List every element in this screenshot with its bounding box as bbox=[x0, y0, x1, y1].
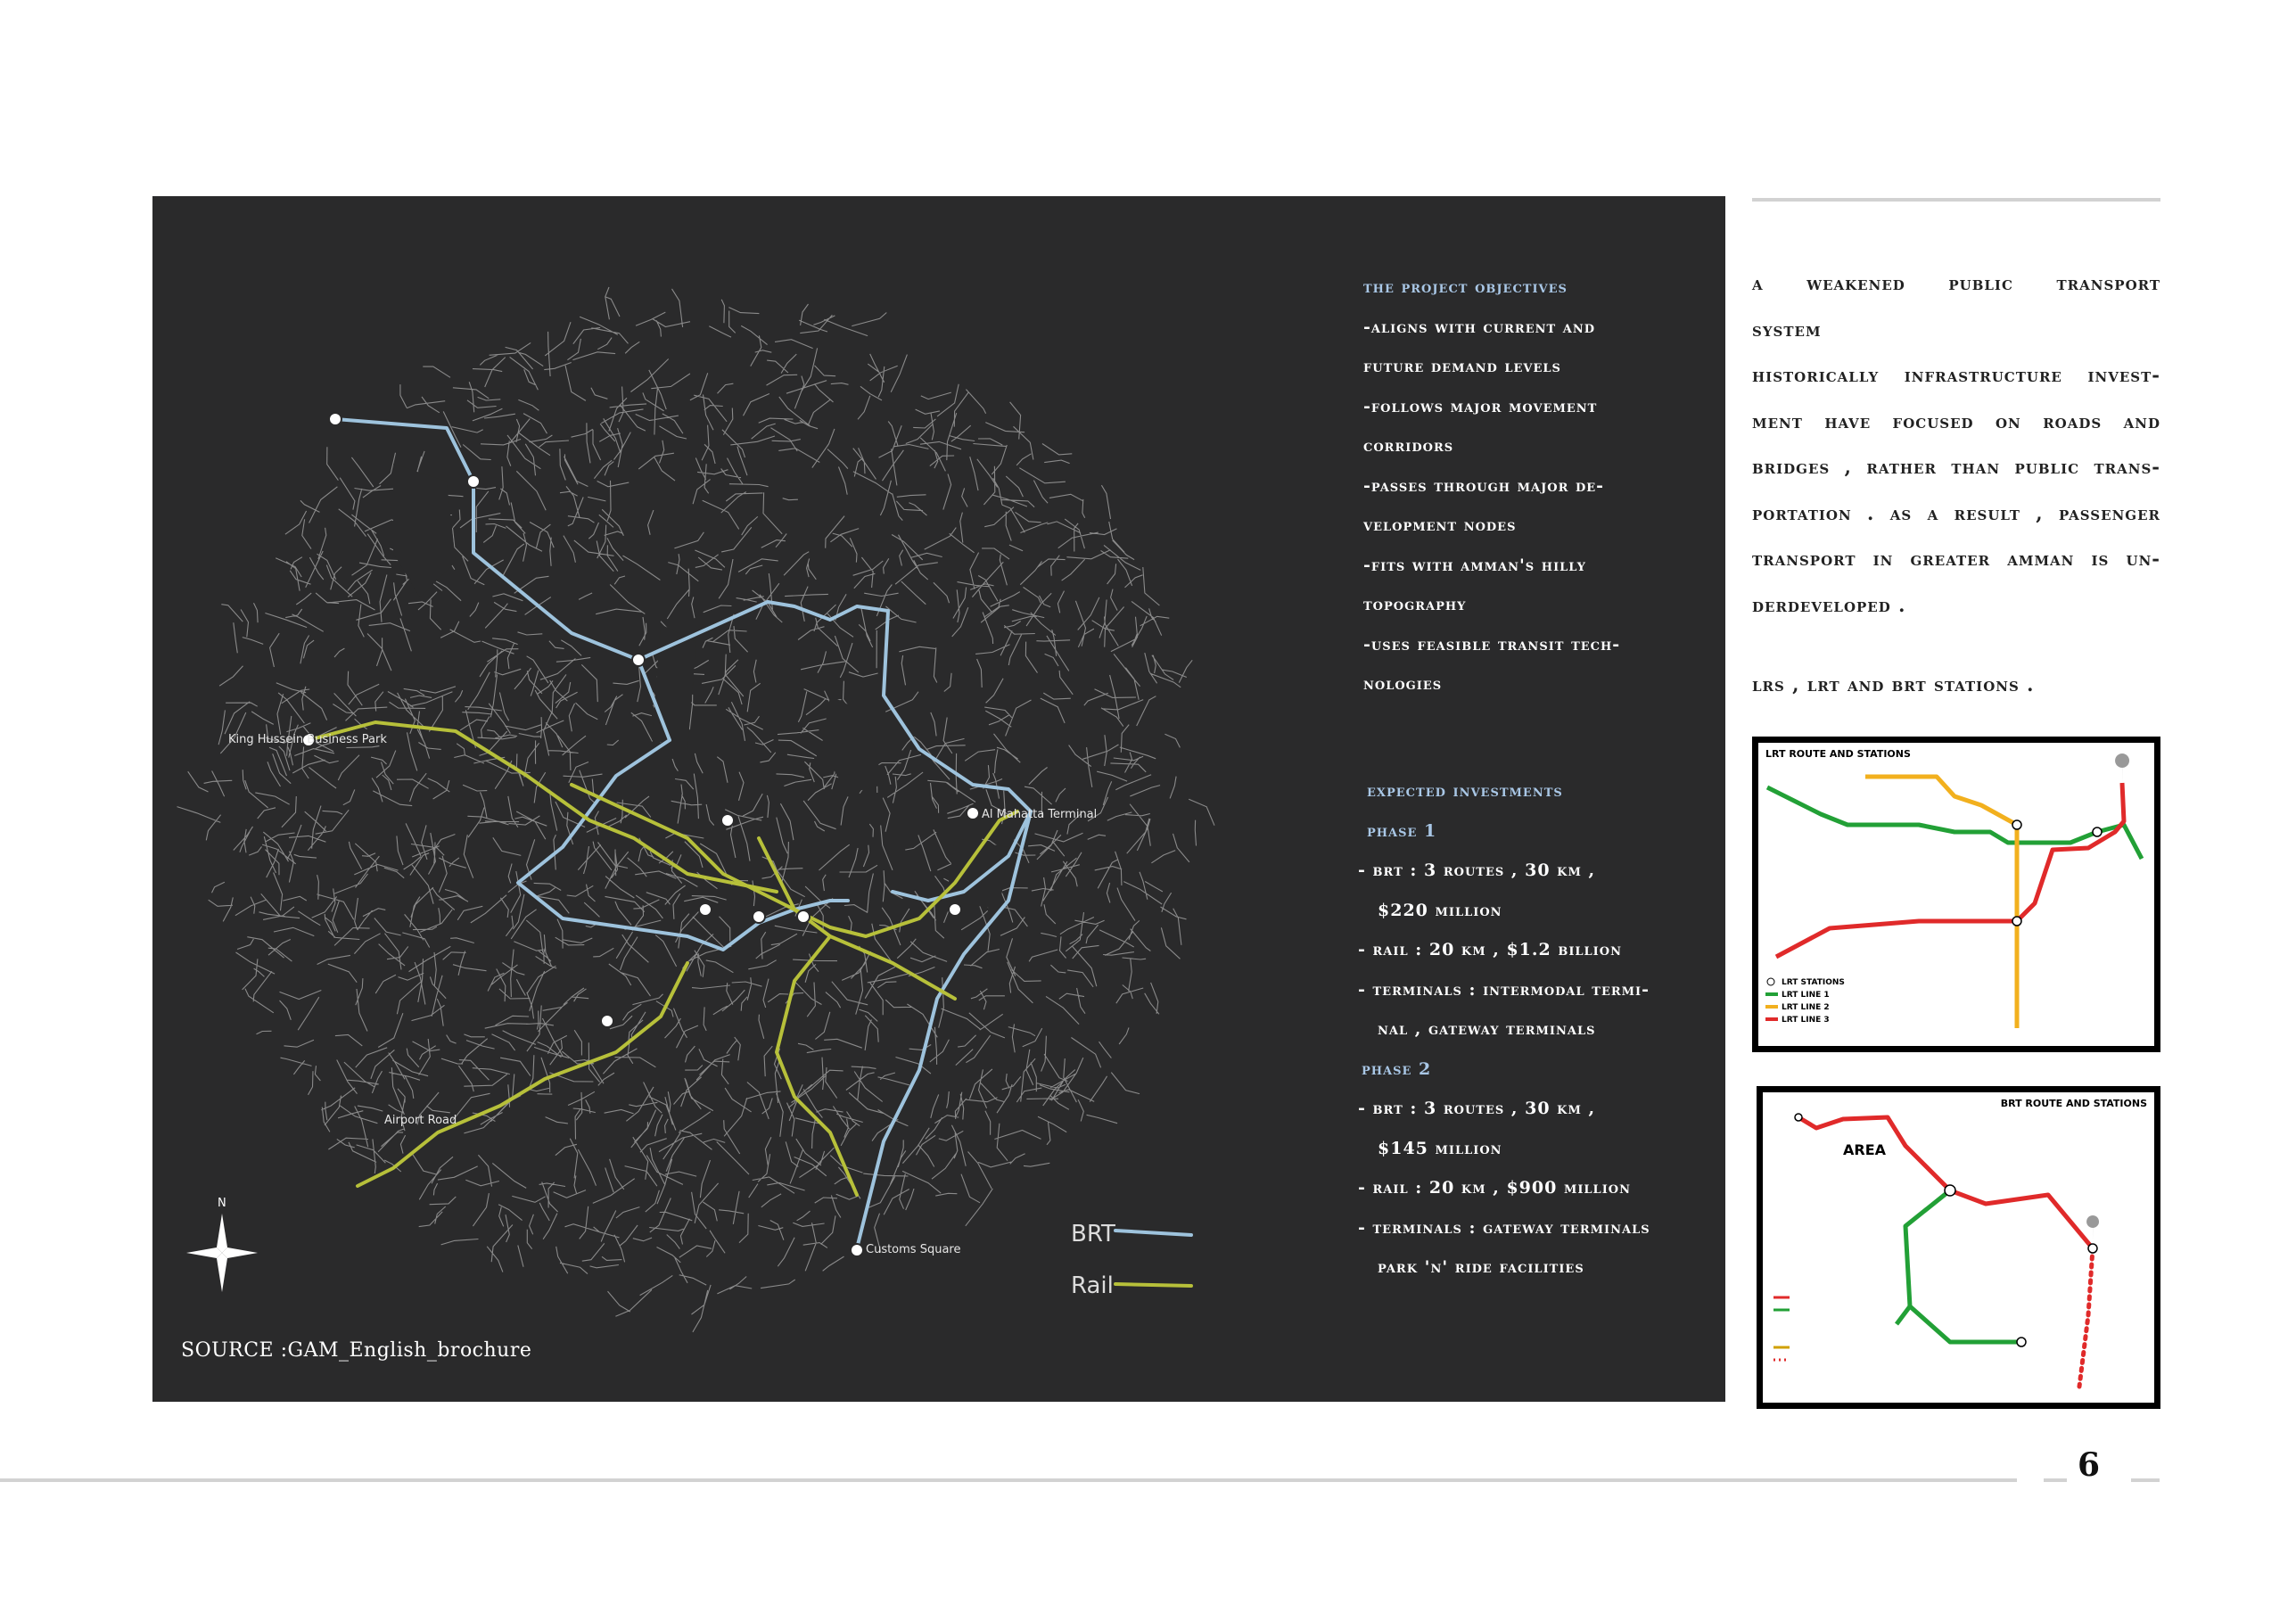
paragraph-line: derdeveloped . bbox=[1752, 593, 1906, 616]
top-divider bbox=[1752, 198, 2160, 202]
lrt-network-diagram bbox=[1758, 743, 2154, 1046]
phase2-line: $145 million bbox=[1378, 1138, 1502, 1158]
phase1-title: phase 1 bbox=[1367, 820, 1437, 841]
investments-title: expected investments bbox=[1367, 781, 1563, 801]
north-label: N bbox=[218, 1197, 226, 1210]
terrain-voids bbox=[393, 464, 1008, 910]
north-arrow-icon bbox=[186, 1197, 258, 1292]
objective-line: -fits with amman's hilly bbox=[1363, 555, 1586, 575]
phase1-line: - terminals : intermodal termi- bbox=[1358, 979, 1650, 1000]
phase1-line: $220 million bbox=[1378, 900, 1502, 920]
phase2-line: - terminals : gateway terminals bbox=[1358, 1217, 1650, 1238]
stations-label: lrs , lrt and brt stations . bbox=[1752, 673, 2035, 696]
phase1-line: - rail : 20 km , $1.2 billion bbox=[1358, 940, 1622, 959]
objective-line: nologies bbox=[1363, 674, 1443, 694]
paragraph-line: bridges , rather than public trans- bbox=[1752, 456, 2160, 478]
lrt-map-title: LRT ROUTE AND STATIONS bbox=[1765, 748, 1911, 760]
footer-divider-right bbox=[2131, 1478, 2160, 1482]
map-panel bbox=[152, 196, 1725, 1402]
brt-map-title: BRT ROUTE AND STATIONS bbox=[2000, 1098, 2147, 1109]
phase1-line: nal , gateway terminals bbox=[1378, 1019, 1596, 1039]
brt-area-label: AREA bbox=[1843, 1141, 1887, 1158]
project-objectives bbox=[1363, 268, 1711, 704]
lrt-route-map bbox=[1752, 737, 2160, 1052]
phase2-title: phase 2 bbox=[1362, 1058, 1432, 1079]
lrt-legend-item: LRT STATIONS bbox=[1782, 978, 1845, 987]
brt-route-map bbox=[1757, 1086, 2160, 1409]
phase2-line: - brt : 3 routes , 30 km , bbox=[1358, 1099, 1596, 1118]
page-number: 6 bbox=[2078, 1446, 2101, 1484]
amman-street-map bbox=[152, 196, 1263, 1402]
phase1-line: - brt : 3 routes , 30 km , bbox=[1358, 860, 1596, 880]
source-credit: SOURCE :GAM_English_brochure bbox=[181, 1339, 532, 1362]
legend-brt-label: BRT bbox=[1071, 1221, 1115, 1247]
lrt-legend-item: LRT LINE 1 bbox=[1782, 991, 1830, 1000]
lrt-legend-item: LRT LINE 2 bbox=[1782, 1003, 1830, 1012]
rail-route bbox=[309, 722, 1191, 1286]
objective-line: -follows major movement bbox=[1363, 396, 1598, 416]
paragraph-line: portation . as a result , passenger bbox=[1752, 501, 2160, 524]
footer-divider-mid bbox=[2044, 1478, 2067, 1482]
objectives-title: the project objectives bbox=[1363, 277, 1568, 297]
footer-divider-left bbox=[0, 1478, 2017, 1482]
expected-investments bbox=[1358, 771, 1715, 1288]
objective-line: -passes through major de- bbox=[1363, 475, 1605, 496]
objective-line: topography bbox=[1363, 595, 1467, 614]
lrt-legend-item: LRT LINE 3 bbox=[1782, 1016, 1830, 1025]
brt-route bbox=[335, 419, 1191, 1248]
objective-line: velopment nodes bbox=[1363, 515, 1517, 535]
label-al-mahatta-terminal: Al Mahatta Terminal bbox=[982, 808, 1098, 821]
objective-line: future demand levels bbox=[1363, 357, 1561, 376]
label-airport-road: Airport Road bbox=[384, 1114, 457, 1127]
legend-rail-label: Rail bbox=[1071, 1272, 1114, 1299]
phase2-line: park 'n' ride facilities bbox=[1378, 1257, 1584, 1277]
objective-line: -aligns with current and bbox=[1363, 317, 1596, 337]
paragraph-line: historically infrastructure invest- bbox=[1752, 364, 2160, 386]
intro-paragraph bbox=[1752, 260, 2160, 628]
objective-line: -uses feasible transit tech- bbox=[1363, 634, 1621, 655]
label-king-hussein-business-park: King Hussein Business Park bbox=[228, 733, 387, 746]
paragraph-line: a weakened public transport bbox=[1752, 272, 2160, 294]
phase2-line: - rail : 20 km , $900 million bbox=[1358, 1178, 1631, 1198]
label-customs-square: Customs Square bbox=[866, 1243, 961, 1256]
paragraph-line: transport in greater amman is un- bbox=[1752, 548, 2160, 570]
paragraph-line: system bbox=[1752, 317, 1822, 341]
brt-network-diagram bbox=[1763, 1092, 2154, 1403]
paragraph-line: ment have focused on roads and bbox=[1752, 409, 2160, 432]
objective-line: corridors bbox=[1363, 436, 1454, 456]
